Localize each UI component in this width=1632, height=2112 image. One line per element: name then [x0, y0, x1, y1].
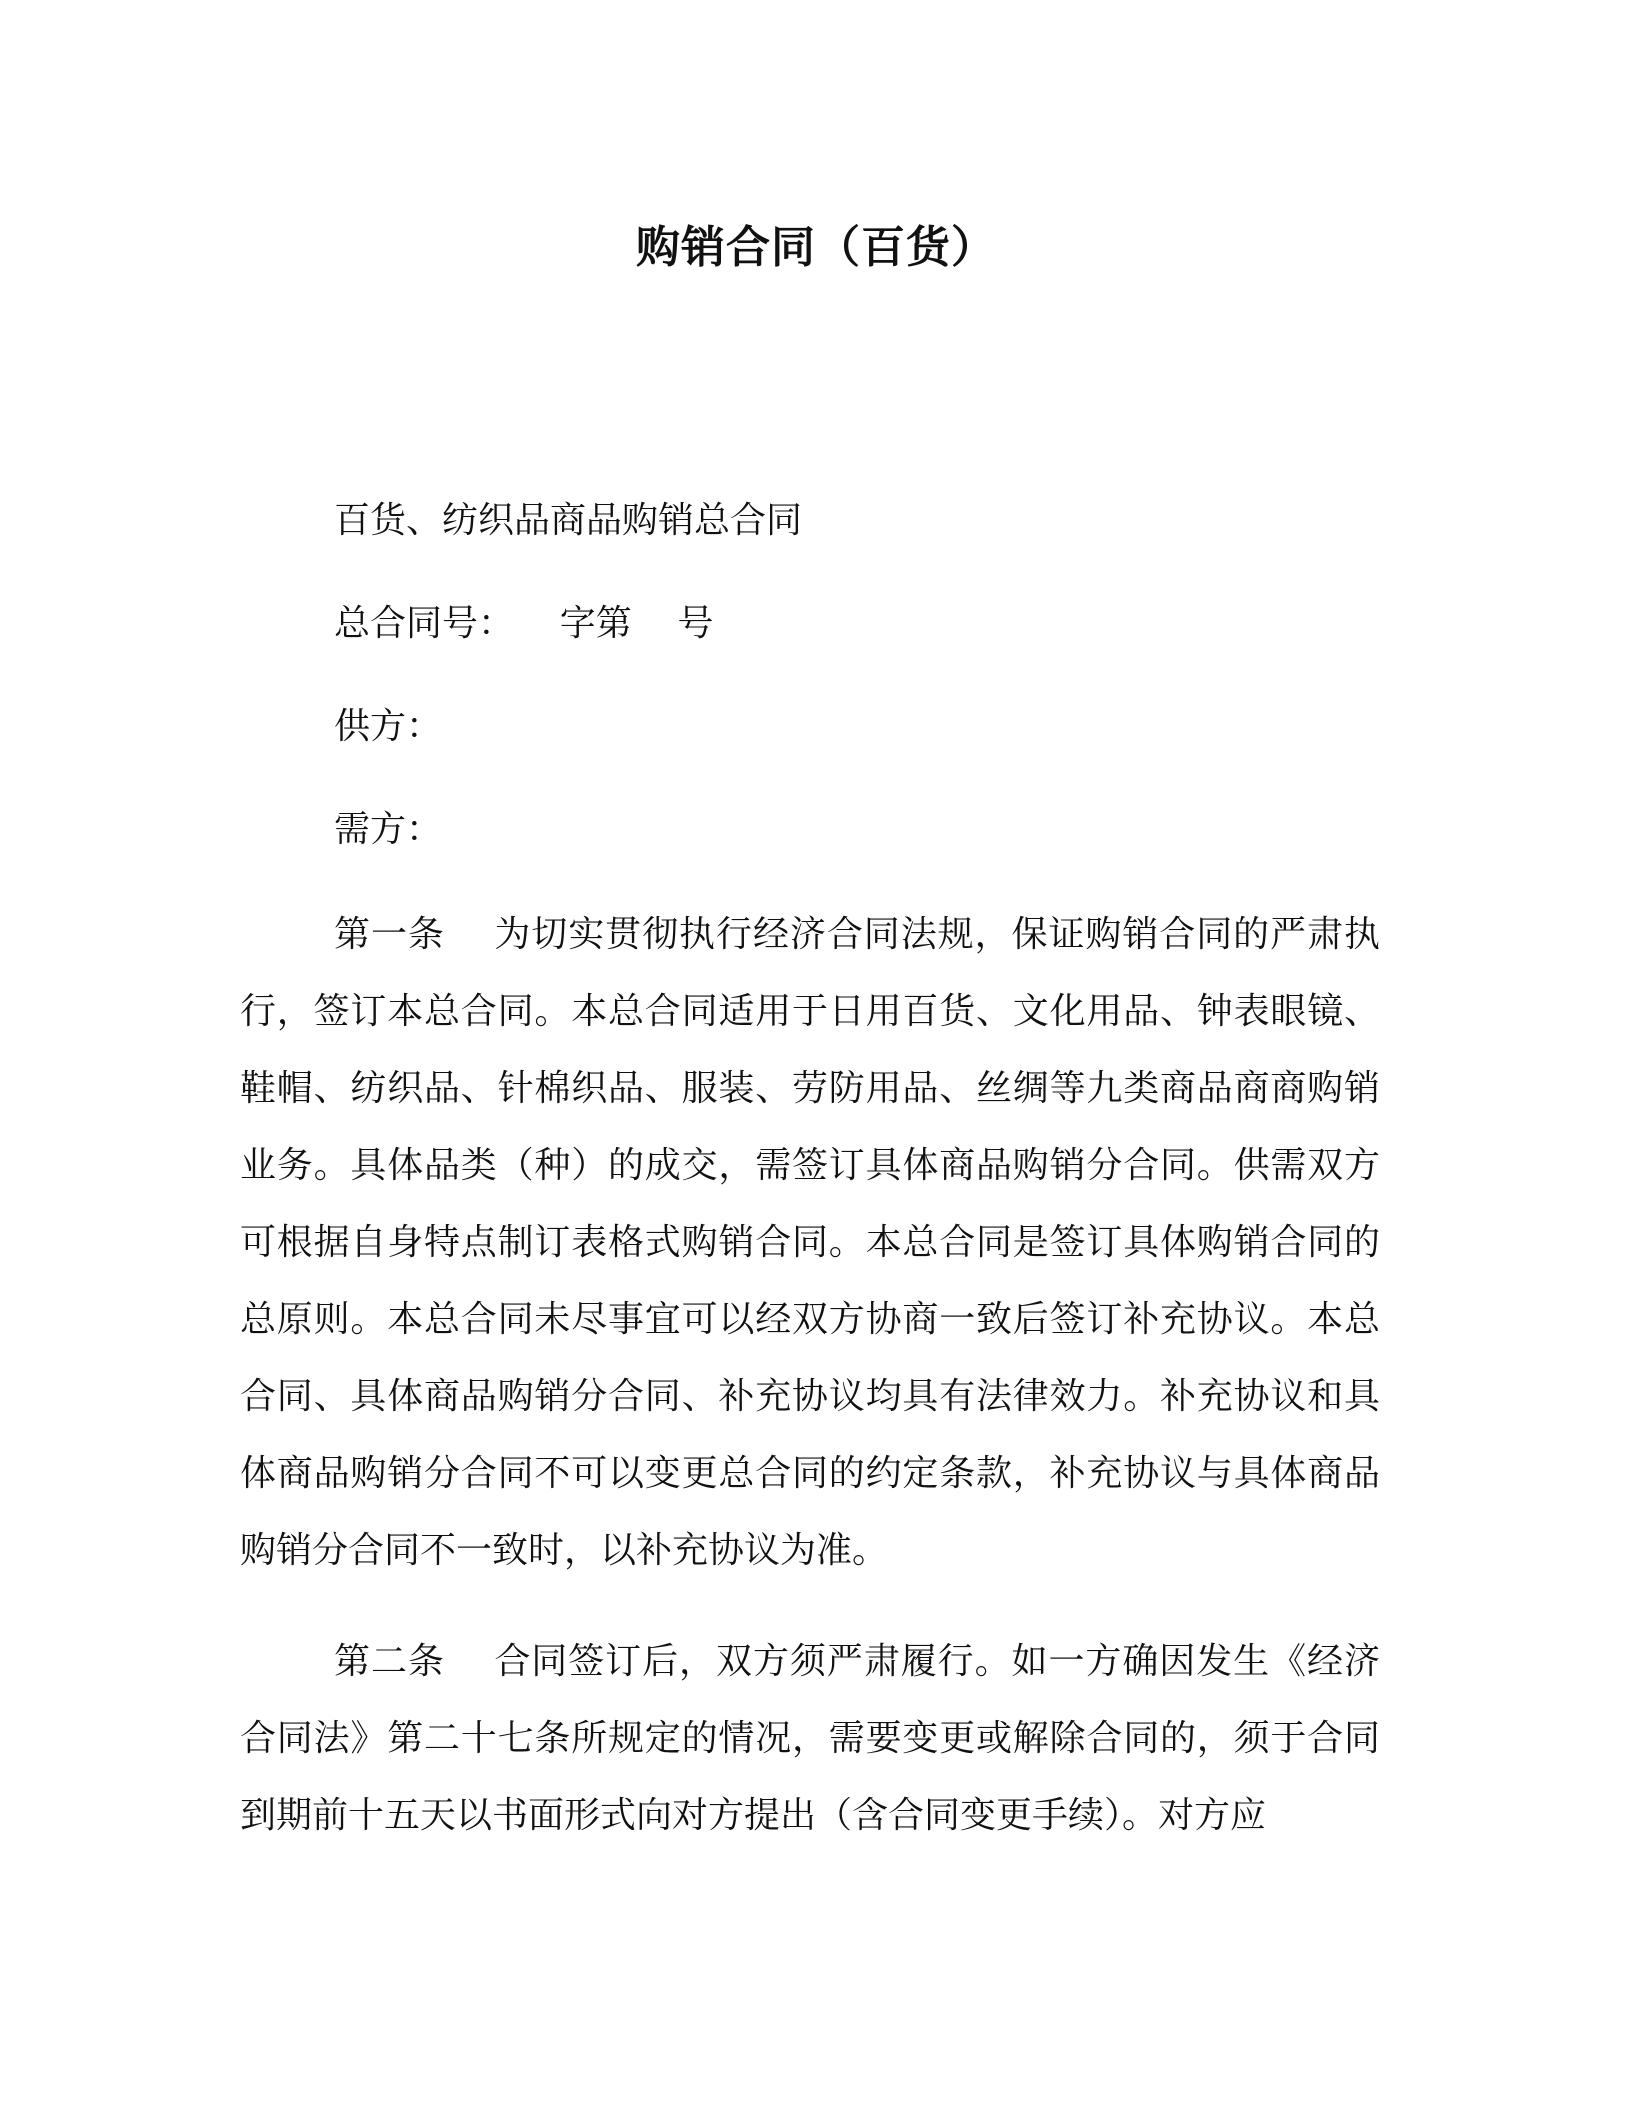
article-2: 第二条 合同签订后，双方须严肃履行。如一方确因发生《经济合同法》第二十七条所规定的情况，需要变更或解除合同的，须于合同到期前十五天以书面形式向对方提出（含合同变更手续）。对方应 — [240, 1641, 1380, 1836]
document-title: 购销合同（百货） — [636, 222, 996, 273]
contract-number: 总合同号： 字第 号 — [334, 603, 714, 644]
supplier-label: 供方： — [334, 706, 443, 747]
buyer-label: 需方： — [334, 809, 443, 850]
article-1: 第一条 为切实贯彻执行经济合同法规，保证购销合同的严肃执行，签订本总合同。本总合同适用于日用百货、文化用品、钟表眼镜、鞋帽、纺织品、针棉织品、服装、劳防用品、丝绸等九类商品商商购销业务。具体品类（种）的成交，需签订具体商品购销分合同。供需双方可根据自身特点制订表格式购销合同。本总合同是签订具体购销合同的总原则。本总合同未尽事宜可以经双方协商一致后签订补充协议。本总合同、具体商品购销分合同、补充协议均具有法律效力。补充协议和具体商品购销分合同不可以变更总合同的约定条款，补充协议与具体商品购销分合同不一致时，以补充协议为准。 — [240, 914, 1380, 1571]
contract-subtitle: 百货、纺织品商品购销总合同 — [334, 500, 803, 541]
